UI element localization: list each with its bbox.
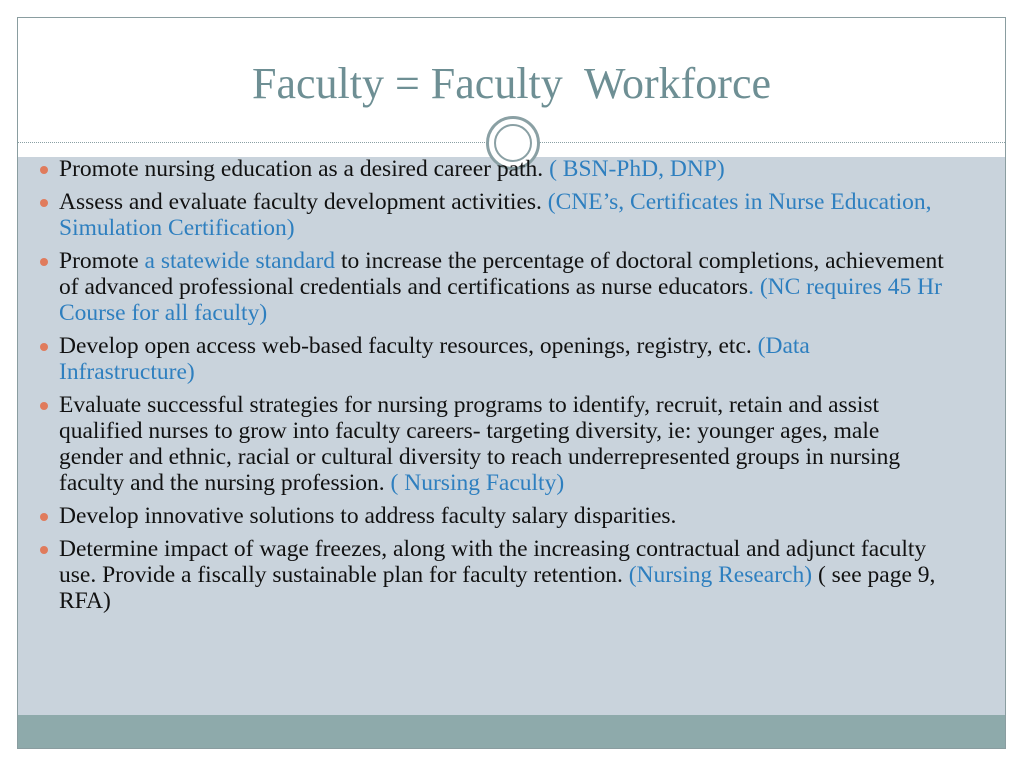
bullet-item xyxy=(40,189,945,241)
bullet-text: Assess and evaluate faculty development activities. xyxy=(59,189,548,215)
bullet-text: to increase the percentage of doctoral completions, achievement of advanced professional credentials and certifications as nurse educators xyxy=(59,248,944,300)
bullet-highlight-text: a statewide standard xyxy=(144,248,336,274)
bullet-text: Determine impact of wage freezes, along with the increasing contractual and adjunct faculty use. Provide a fiscally sustainable plan for faculty retention. xyxy=(59,536,927,588)
bullet-item xyxy=(40,156,945,182)
bullet-highlight-text: . (NC requires 45 Hr Course for all faculty) xyxy=(59,274,942,326)
footer-bar xyxy=(18,715,1005,748)
bullet-dot-icon xyxy=(40,258,48,266)
bullet-item xyxy=(40,503,945,529)
bullet-highlight-text: ( Nursing Faculty) xyxy=(390,470,565,496)
bullet-dot-icon xyxy=(40,166,48,174)
bullet-dot-icon xyxy=(40,343,48,351)
bullet-dot-icon xyxy=(40,199,48,207)
slide-title: Faculty = Faculty Workforce xyxy=(252,59,771,108)
bullet-dot-icon xyxy=(40,402,48,410)
bullet-item xyxy=(40,536,945,614)
bullet-item xyxy=(40,392,945,496)
bullet-item xyxy=(40,248,945,326)
bullet-highlight-text: (Data Infrastructure) xyxy=(59,333,810,385)
bullet-highlight-text: ( BSN-PhD, DNP) xyxy=(549,156,725,182)
bullet-highlight-text: (CNE’s, Certificates in Nurse Education, Simulation Certification) xyxy=(59,189,932,241)
bullet-text: Develop innovative solutions to address faculty salary disparities. xyxy=(59,503,677,529)
bullet-item xyxy=(40,333,945,385)
bullet-text: Promote xyxy=(59,248,145,274)
bullet-highlight-text: (Nursing Research) xyxy=(628,562,813,588)
bullet-dot-icon xyxy=(40,546,48,554)
bullet-text: Evaluate successful strategies for nursing programs to identify, recruit, retain and assist qualified nurses to grow into faculty careers- targeting diversity, ie: younger ages, male gender and ethnic, racial or cultural diversity to reach underrepresented groups in nursing faculty and the nursing profession. xyxy=(59,392,901,496)
bullet-text: Develop open access web-based faculty resources, openings, registry, etc. xyxy=(59,333,758,359)
bullet-text: Promote nursing education as a desired career path. xyxy=(59,156,550,182)
bullet-list xyxy=(40,156,945,621)
bullet-dot-icon xyxy=(40,513,48,521)
bullet-text: ( see page 9, RFA) xyxy=(59,562,936,614)
